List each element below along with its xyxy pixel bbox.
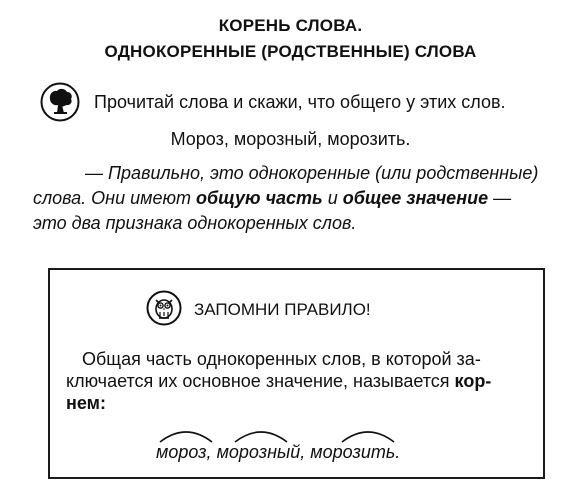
- bold-root-term-1: кор-: [454, 371, 492, 391]
- owl-icon: [146, 290, 182, 326]
- example-word-2: морозный: [216, 442, 301, 462]
- rule-line3: [66, 392, 526, 414]
- rule-line1: Общая часть однокоренных слов, в которой за-: [82, 349, 481, 369]
- explanation-line2: слова. Они имеют общую часть и общее значение —: [33, 188, 512, 208]
- tree-head-icon: [40, 82, 80, 122]
- rule-line2: ключается их основное значение, называется кор-: [66, 371, 492, 391]
- root-examples: мороз, морозный, морозить.: [156, 442, 401, 462]
- explanation-line1: — Правильно, это однокоренные (или родственные): [85, 163, 539, 183]
- explanation-paragraph: [33, 161, 563, 236]
- task-question: Прочитай слова и скажи, что общего у этих слов.: [94, 92, 506, 112]
- bold-root-term-2: нем:: [66, 393, 106, 413]
- page-title-line1: КОРЕНЬ СЛОВА.: [218, 16, 363, 35]
- explanation-line3: это два признака однокоренных слов.: [33, 213, 357, 233]
- rule-box: [48, 268, 545, 479]
- rule-heading: ЗАПОМНИ ПРАВИЛО!: [194, 300, 371, 319]
- example-word-1: мороз: [156, 442, 207, 462]
- example-word-3: морозить: [310, 442, 396, 462]
- rule-text: [66, 348, 526, 414]
- bold-common-meaning: общее значение: [342, 188, 489, 208]
- bold-common-part: общую часть: [195, 188, 323, 208]
- page-title-line2: ОДНОКОРЕННЫЕ (РОДСТВЕННЫЕ) СЛОВА: [104, 42, 477, 61]
- example-words: Мороз, морозный, морозить.: [170, 129, 411, 149]
